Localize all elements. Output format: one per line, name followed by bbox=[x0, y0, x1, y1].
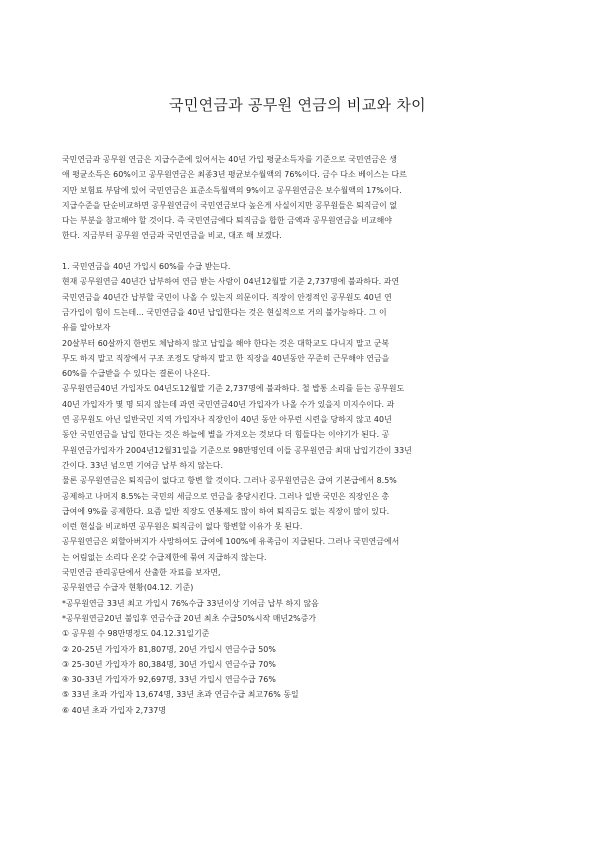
list-item: ⑤ 33년 초과 가입자 13,674명, 33년 초과 연금수급 최고76% 동일 bbox=[62, 690, 299, 700]
text-line: 공제하고 나머지 8.5%는 국민의 세금으로 연금을 충당시킨다. 그러나 일반 국민은 직장인은 총 bbox=[62, 491, 390, 501]
text-line: 무원연금가입자가 2004년12월31일을 기준으로 98만명인데 이들 공무원연금 최대 납입기간이 33년 bbox=[62, 445, 412, 455]
text-line: 국민연금을 40년간 납부할 국민이 나올 수 있는지 의문이다. 직장이 안정적인 공무원도 40년 연 bbox=[62, 292, 392, 302]
list-item: ④ 30-33년 가입자가 92,697명, 33년 가입시 연금수급 76% bbox=[62, 675, 276, 685]
text-line: 공무원연금 수급자 현황(04.12. 기준) bbox=[62, 583, 194, 593]
list-item: ① 공무원 수 98만명정도 04.12.31일기준 bbox=[62, 629, 210, 639]
text-line: 는 어림없는 소리다 온갖 수급제한에 묶여 지급하지 않는다. bbox=[62, 552, 267, 562]
intro-paragraph bbox=[62, 152, 540, 244]
text-line: 한다. 지금부터 공무원 연금과 국민연금을 비교, 대조 해 보겠다. bbox=[62, 231, 282, 241]
text-line: 40년 가입자가 몇 명 되지 않는데 과연 국민연금40년 가입자가 나올 수가 있을지 미지수이다. 과 bbox=[62, 399, 395, 409]
list-item: ② 20-25년 가입자가 81,807명, 20년 가입시 연금수급 50% bbox=[62, 644, 276, 654]
text-line: 동안 국민연금을 납입 한다는 것은 하늘에 별을 가져오는 것보다 더 힘들다는 이야기가 된다. 공 bbox=[62, 430, 390, 440]
list-note: *공무원연금 33년 최고 가입시 76%수급 33년이상 기여금 납부 하지 않음 bbox=[62, 598, 319, 608]
section-heading: 1. 국민연금을 40년 가입시 60%를 수급 받는다. bbox=[62, 262, 231, 272]
text-line: 지만 보험료 부담에 있어 국민연금은 표준소득월액의 9%이고 공무원연금은 보수월액의 17%이다. bbox=[62, 185, 402, 195]
text-line: 현재 공무원연금 40년간 납부하여 연금 받는 사람이 04년12월말 기준 2,737명에 불과하다. 과연 bbox=[62, 277, 400, 287]
section-1 bbox=[62, 259, 540, 718]
document-body bbox=[62, 152, 540, 718]
text-line: 애 평균소득은 60%이고 공무원연금은 최종3년 평균보수월액의 76%이다. 금수 다소 베이스는 다르 bbox=[62, 170, 407, 180]
text-line: 국민연금 관리공단에서 산출한 자료를 보자면, bbox=[62, 568, 221, 578]
text-line: 연 공무원도 아닌 일반국민 지역 가입자나 직장인이 40년 동안 아무런 시련을 당하지 않고 40년 bbox=[62, 415, 392, 425]
text-line: 간이다. 33년 넘으면 기여금 납부 하지 않는다. bbox=[62, 460, 224, 470]
list-note: *공무원연금20년 불입후 연금수급 20년 최초 수급50%시작 매년2%증가 bbox=[62, 613, 317, 623]
paragraph-spacer bbox=[62, 244, 540, 259]
list-item: ③ 25-30년 가입자가 80,384명, 30년 가입시 연금수급 70% bbox=[62, 659, 276, 669]
text-line: 유를 알아보자 bbox=[62, 323, 111, 333]
text-line: 공무원연금은 외할아버지가 사망하여도 급여에 100%에 유족금이 지급된다. 그러나 국민연금에서 bbox=[62, 537, 400, 547]
document-title: 국민연금과 공무원 연금의 비교와 차이 bbox=[169, 96, 426, 114]
text-line: 60%를 수급받을 수 있다는 결론이 나온다. bbox=[62, 369, 211, 379]
text-line: 국민연금과 공무원 연금은 지급수준에 있어서는 40년 가입 평균소득자를 기준으로 국민연금은 생 bbox=[62, 155, 397, 164]
text-line: 공무원연금40년 가입자도 04년도12월말 기준 2,737명에 불과하다. 철 밥통 소리를 듣는 공무원도 bbox=[62, 384, 405, 394]
text-line: 급여에 9%를 공제한다. 요즘 일반 직장도 연봉제도 많이 하여 퇴직금도 없는 직장이 많이 있다. bbox=[62, 506, 390, 516]
text-line: 무도 하지 말고 직장에서 구조 조정도 당하지 말고 한 직장을 40년동안 꾸준히 근무해야 연금을 bbox=[62, 353, 390, 363]
text-line: 금가입이 힘이 드는데... 국민연금을 40년 납입한다는 것은 현실적으로 거의 불가능하다. 그 이 bbox=[62, 307, 387, 317]
text-line: 20살부터 60살까지 한번도 체납하지 않고 납입을 해야 한다는 것은 대학교도 다니지 말고 군복 bbox=[62, 338, 390, 348]
text-line: 다는 부분을 참고해야 할 것이다. 즉 국민연금에다 퇴직금을 합한 금액과 공무원연금을 비교해야 bbox=[62, 216, 392, 226]
list-item: ⑥ 40년 초과 가입자 2,737명 bbox=[62, 705, 167, 715]
text-line: 지급수준을 단순비교하면 공무원연금이 국민연금보다 높은게 사실이지만 공무원들은 퇴직금이 없 bbox=[62, 200, 398, 210]
text-line: 물론 공무원연금은 퇴직금이 없다고 항변 할 것이다. 그러나 공무원연금은 급여 기본급에서 8.5% bbox=[62, 476, 397, 486]
text-line: 이런 현실을 비교하면 공무원은 퇴직금이 없다 항변할 이유가 못 된다. bbox=[62, 522, 303, 532]
